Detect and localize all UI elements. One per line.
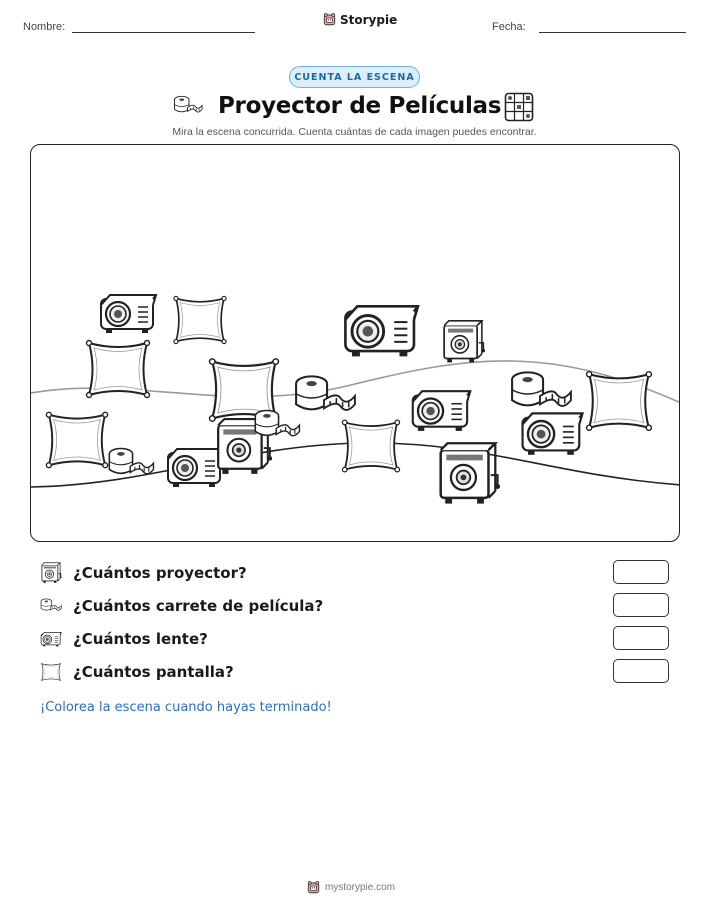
answer-box-lens[interactable] (613, 626, 669, 650)
scene-lens (168, 449, 223, 487)
scene-projector (441, 443, 500, 503)
question-lens (40, 626, 670, 652)
scene-screen (87, 341, 150, 398)
film-reel-icon (40, 595, 62, 617)
scene-screen (174, 296, 226, 343)
scene-film-reel (512, 372, 571, 406)
section-badge: CUENTA LA ESCENA (289, 66, 420, 88)
answer-box-screen[interactable] (613, 659, 669, 683)
question-text: ¿Cuántos lente? (73, 630, 208, 648)
coloring-note: ¡Colorea la escena cuando hayas terminado! (40, 700, 332, 715)
scene-film-reel (109, 449, 153, 474)
brand-logo (322, 12, 397, 27)
scene-lens (101, 295, 156, 333)
question-film-reel (40, 593, 670, 619)
scene-grid-icon (504, 92, 534, 122)
answer-box-projector[interactable] (613, 560, 669, 584)
scene-screen (587, 372, 652, 431)
storypie-mascot-icon (322, 12, 337, 27)
screen-icon (40, 661, 62, 683)
scene-screen (46, 412, 107, 467)
brand-name: Storypie (340, 12, 398, 27)
film-reel-icon (173, 94, 203, 118)
site-footer (306, 880, 395, 895)
scene-lens (345, 306, 418, 356)
date-field[interactable] (539, 32, 686, 33)
projector-icon (40, 562, 62, 584)
name-label: Nombre: (23, 21, 66, 33)
scene-lens (523, 413, 583, 454)
scene-film-reel (296, 376, 355, 410)
site-url[interactable]: mystorypie.com (325, 882, 396, 893)
busy-scene (30, 144, 680, 542)
scene-film-reel (255, 411, 299, 436)
question-projector (40, 560, 670, 586)
question-screen (40, 659, 670, 685)
lens-icon (40, 628, 62, 650)
answer-box-film-reel[interactable] (613, 593, 669, 617)
scene-projector (444, 321, 485, 363)
page-title: Proyector de Películas (218, 93, 502, 119)
question-text: ¿Cuántos pantalla? (73, 663, 234, 681)
date-label: Fecha: (492, 21, 526, 33)
scene-illustration (31, 145, 680, 542)
scene-screen (342, 420, 399, 472)
name-field[interactable] (72, 32, 255, 33)
storypie-mascot-icon (306, 880, 321, 895)
instructions: Mira la escena concurrida. Cuenta cuántas de cada imagen puedes encontrar. (172, 126, 537, 138)
question-text: ¿Cuántos proyector? (73, 564, 247, 582)
scene-lens (413, 391, 471, 431)
question-text: ¿Cuántos carrete de película? (73, 597, 324, 615)
